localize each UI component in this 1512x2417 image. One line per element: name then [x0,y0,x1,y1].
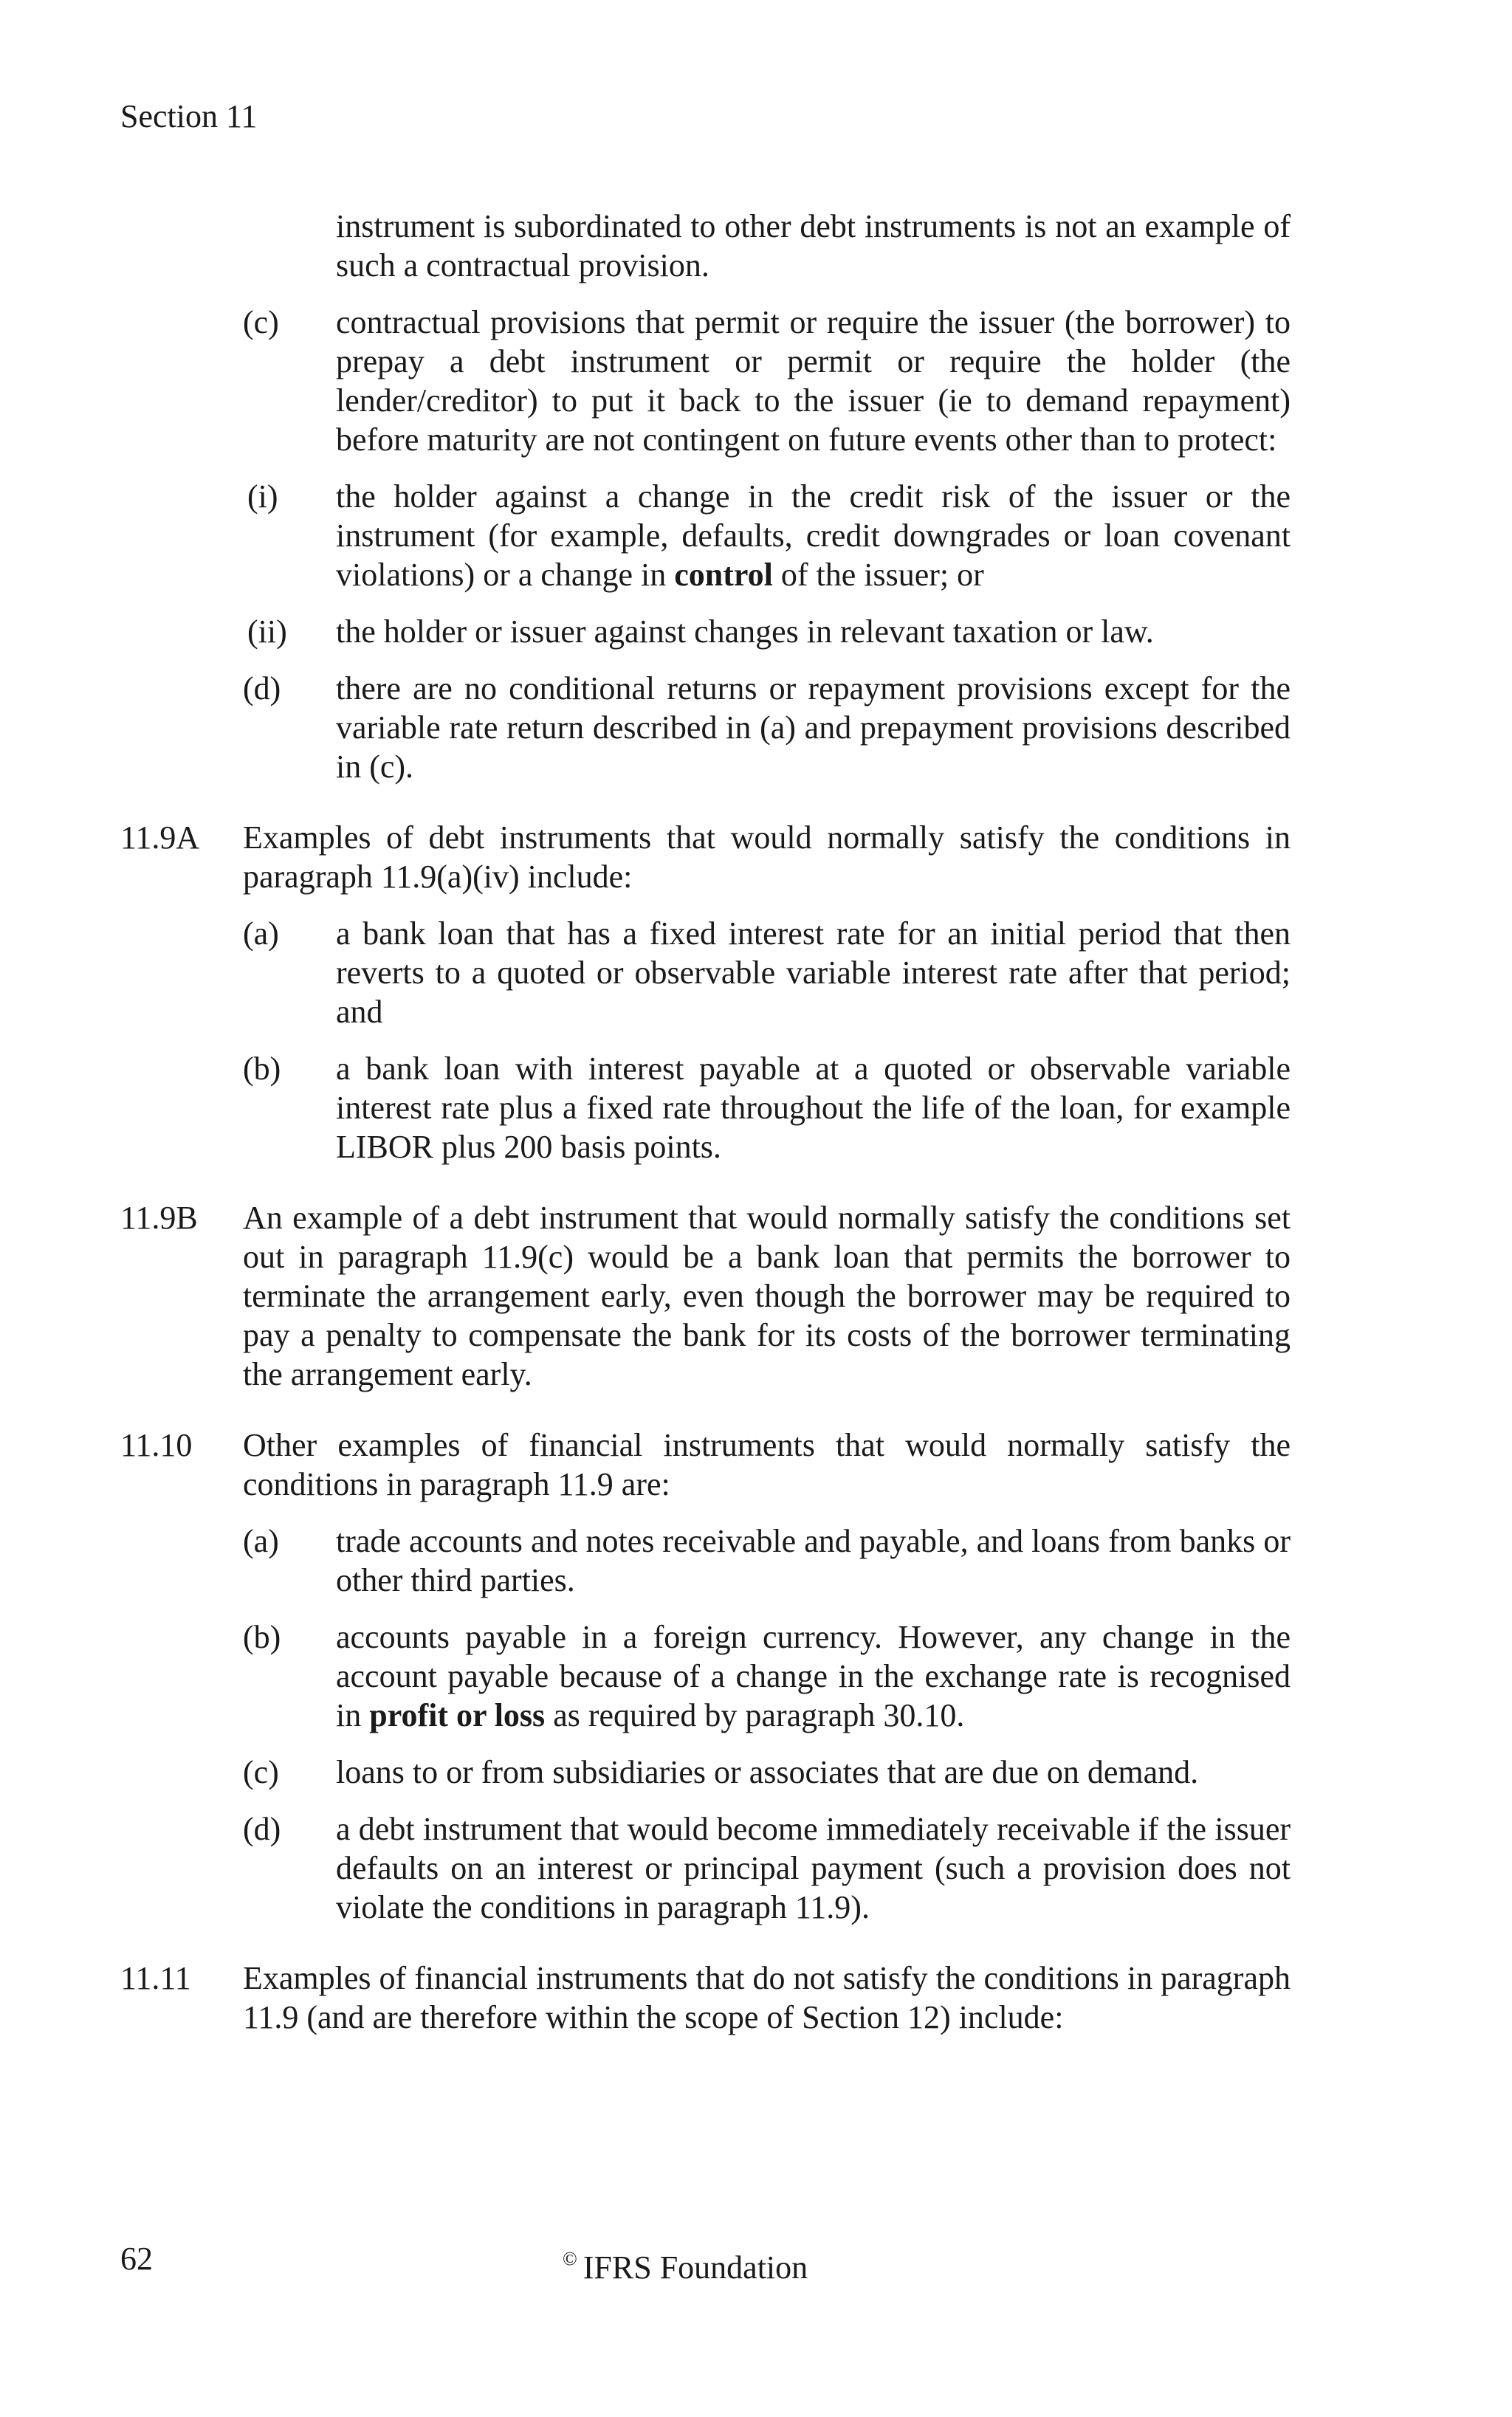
paragraph-text: Other examples of financial instruments that would normally satisfy the conditions in paragraph 11.9 are: [243,1427,1291,1502]
list-item-c-ii [247,612,1291,651]
list-item-a [243,914,1291,1031]
paragraph-number: 11.11 [120,1960,191,1996]
paragraph-number: 11.9A [120,819,200,856]
copyright-symbol: © [563,2248,577,2269]
list-label: (b) [243,1051,281,1087]
paragraph-11-11 [120,1959,1291,2037]
paragraph-text: Examples of financial instruments that do not satisfy the conditions in paragraph 11.9 (and are therefore within the scope of Section 12) include: [243,1960,1291,2035]
list-label: (c) [243,304,279,340]
list-text: a bank loan that has a fixed interest rate for an initial period that then reverts to a quoted or observable variable interest rate after that period; and [336,915,1291,1030]
list-item-a [243,1522,1291,1600]
list-label: (a) [243,915,279,952]
list-label: (c) [243,1754,279,1790]
list-label: (d) [243,1811,281,1847]
list-item-b [243,1617,1291,1735]
paragraph-text: An example of a debt instrument that would normally satisfy the conditions set out in paragraph 11.9(c) would be a bank loan that permits the borrower to terminate the arrangement early, even though the borrower may be required to pay a penalty to compensate the bank for its costs of the borrower terminating the arrangement early. [243,1200,1291,1392]
list-text: contractual provisions that permit or require the issuer (the borrower) to prepay a debt instrument or permit or require the holder (the lender/creditor) to put it back to the issuer (ie to demand repayment) before maturity are not contingent on future events other than to protect: [336,304,1291,458]
list-label: (a) [243,1523,279,1559]
defined-term: control [674,557,773,593]
section-header: Section 11 [120,98,258,134]
list-text: accounts payable in a foreign currency. However, any change in the account payable because of a change in the exchange rate is recognised in profit or loss as required by paragraph 30.10. [336,1619,1291,1733]
defined-term: profit or loss [369,1697,546,1733]
paragraph-text: Examples of debt instruments that would normally satisfy the conditions in paragraph 11.9(a)(iv) include: [243,819,1291,895]
list-item-d [243,669,1291,786]
list-item-d [243,1809,1291,1927]
list-label: (i) [247,478,278,515]
copyright-text: IFRS Foundation [583,2249,808,2286]
page-number: 62 [120,2241,153,2277]
list-label: (d) [243,670,281,706]
list-text: a bank loan with interest payable at a quoted or observable variable interest rate plus a fixed rate throughout the life of the loan, for example LIBOR plus 200 basis points. [336,1051,1291,1165]
paragraph-number: 11.9B [120,1200,198,1236]
document-body [120,207,1291,2069]
copyright-notice [563,2238,808,2289]
list-text: the holder or issuer against changes in relevant taxation or law. [336,613,1154,650]
paragraph-11-9B [120,1198,1291,1394]
list-item-c [243,303,1291,459]
paragraph-number: 11.10 [120,1427,193,1463]
continuation-text: instrument is subordinated to other debt instruments is not an example of such a contractual provision. [336,208,1291,283]
list-text: loans to or from subsidiaries or associates that are due on demand. [336,1754,1199,1790]
list-text: trade accounts and notes receivable and payable, and loans from banks or other third parties. [336,1523,1291,1598]
list-item-c-i [247,477,1291,594]
list-text: a debt instrument that would become immediately receivable if the issuer defaults on an interest or principal payment (such a provision does not violate the conditions in paragraph 11.9). [336,1811,1291,1925]
paragraph-11-10 [120,1426,1291,1504]
list-text: there are no conditional returns or repayment provisions except for the variable rate return described in (a) and prepayment provisions described in (c). [336,670,1291,785]
list-label: (b) [243,1619,281,1655]
list-item-b [243,1049,1291,1166]
paragraph-11-9A [120,818,1291,896]
list-text: the holder against a change in the credit risk of the issuer or the instrument (for example, defaults, credit downgrades or loan covenant violations) or a change in control of the issuer; or [336,478,1291,593]
list-item-c [243,1753,1291,1792]
list-label: (ii) [247,613,287,650]
